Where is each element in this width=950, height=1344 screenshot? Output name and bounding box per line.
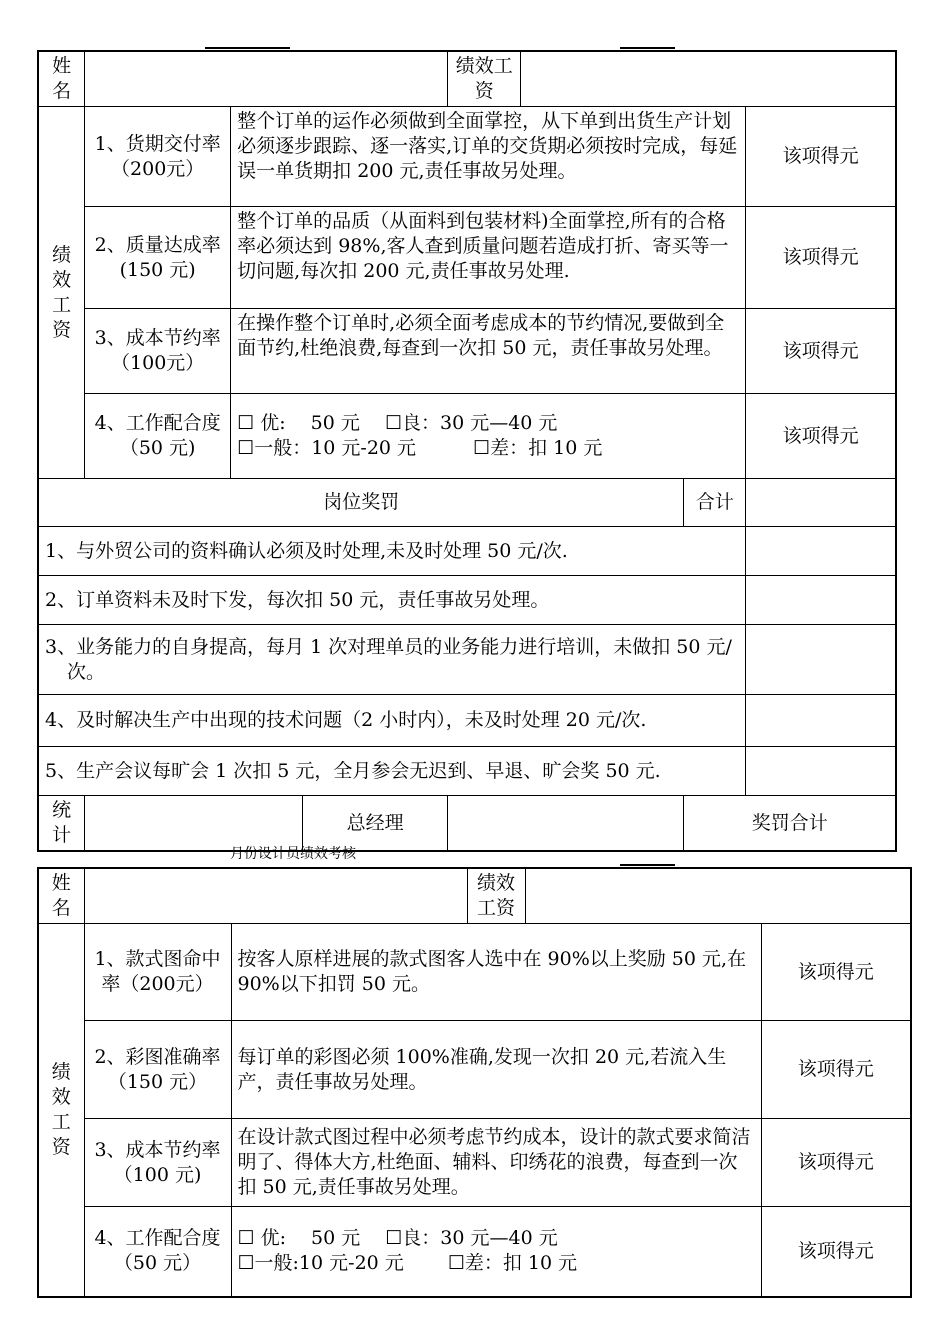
stat-label: 统计	[38, 796, 85, 852]
rule-item: 5、生产会议每旷会 1 次扣 5 元，全月参会无迟到、早退、旷会奖 50 元.	[38, 747, 746, 796]
item-score[interactable]: 该项得元	[761, 1021, 911, 1119]
item-score[interactable]: 该项得元	[761, 1207, 911, 1297]
item-desc: 在设计款式图过程中必须考虑节约成本，设计的款式要求简洁明了、得体大方,杜绝面、辅料、印绣花的浪费，每查到一次扣 50 元,责任事故另处理。	[231, 1119, 761, 1207]
section-label: 绩效工资	[38, 107, 85, 479]
salary-label: 绩效工资	[467, 868, 525, 924]
rating-options[interactable]	[231, 1207, 761, 1297]
item-title: 3、成本节约率（100元）	[85, 309, 231, 394]
manager-label: 总经理	[303, 796, 448, 852]
item-title: 3、成本节约率（100 元)	[84, 1119, 231, 1207]
item-desc: 按客人原样进展的款式图客人选中在 90%以上奖励 50 元,在 90%以下扣罚 50 元。	[231, 924, 761, 1021]
name-label: 姓名	[38, 51, 85, 107]
performance-table-2	[37, 867, 912, 1298]
rule-score-cell[interactable]	[746, 695, 896, 747]
rating-options[interactable]	[231, 394, 746, 479]
rule-item: 2、订单资料未及时下发，每次扣 50 元，责任事故另处理。	[38, 576, 746, 625]
item-desc: 整个订单的运作必须做到全面掌控，从下单到出货生产计划必须逐步跟踪、逐一落实,订单的交货期必须按时完成，每延误一单货期扣 200 元,责任事故另处理。	[231, 107, 746, 207]
rating-options-line2[interactable]: ☐一般：10 元-20 元 ☐差：扣 10 元	[237, 437, 603, 459]
rule-score-cell[interactable]	[746, 527, 896, 576]
top-rule-right-2	[620, 864, 675, 866]
item-score[interactable]: 该项得元	[746, 107, 896, 207]
rule-item: 4、及时解决生产中出现的技术问题（2 小时内），未及时处理 20 元/次.	[38, 695, 746, 747]
item-title: 1、款式图命中率（200元）	[84, 924, 231, 1021]
top-rule-right	[620, 47, 675, 49]
rule-score-cell[interactable]	[746, 576, 896, 625]
rule-score-cell[interactable]	[746, 625, 896, 695]
item-title: 2、质量达成率(150 元)	[85, 207, 231, 309]
post-reward-header: 岗位奖罚	[38, 479, 684, 527]
item-score[interactable]: 该项得元	[746, 394, 896, 479]
total-label: 合计	[684, 479, 746, 527]
section-label: 绩效工资	[38, 924, 84, 1297]
total-value-cell[interactable]	[746, 479, 896, 527]
performance-table-1	[37, 50, 897, 852]
name-input-cell[interactable]	[85, 51, 448, 107]
item-desc: 整个订单的品质（从面料到包装材料)全面掌控,所有的合格率必须达到 98%,客人查到质量问题若造成打折、寄买等一切问题,每次扣 200 元,责任事故另处理.	[231, 207, 746, 309]
item-desc: 每订单的彩图必须 100%准确,发现一次扣 20 元,若流入生产，责任事故另处理。	[231, 1021, 761, 1119]
rating-options-line1[interactable]: ☐ 优: 50 元 ☐良：30 元—40 元	[237, 412, 558, 434]
rule-item: 3、业务能力的自身提高，每月 1 次对理单员的业务能力进行培训，未做扣 50 元/次。	[38, 625, 746, 695]
item-score[interactable]: 该项得元	[761, 1119, 911, 1207]
item-title: 1、货期交付率（200元）	[85, 107, 231, 207]
salary-label: 绩效工资	[448, 51, 521, 107]
salary-input-cell[interactable]	[525, 868, 911, 924]
item-title: 2、彩图准确率（150 元）	[84, 1021, 231, 1119]
item-desc: 在操作整个订单时,必须全面考虑成本的节约情况,要做到全面节约,杜绝浪费,每查到一次扣 50 元，责任事故另处理。	[231, 309, 746, 394]
stat-value-cell[interactable]	[85, 796, 303, 852]
rule-item: 1、与外贸公司的资料确认必须及时处理,未及时处理 50 元/次.	[38, 527, 746, 576]
item-title: 4、工作配合度（50 元)	[85, 394, 231, 479]
rating-options-line2[interactable]: ☐一般:10 元-20 元 ☐差：扣 10 元	[237, 1252, 578, 1275]
caption: 月份设计员绩效考核	[230, 846, 356, 862]
rule-score-cell[interactable]	[746, 747, 896, 796]
top-rule-left	[205, 47, 290, 49]
name-label: 姓名	[38, 868, 84, 924]
name-input-cell[interactable]	[84, 868, 467, 924]
salary-input-cell[interactable]	[521, 51, 896, 107]
item-score[interactable]: 该项得元	[746, 207, 896, 309]
reward-total-label: 奖罚合计	[684, 796, 896, 852]
item-score[interactable]: 该项得元	[746, 309, 896, 394]
rating-options-line1[interactable]: ☐ 优: 50 元 ☐良：30 元—40 元	[237, 1227, 558, 1250]
manager-sign-cell[interactable]	[448, 796, 684, 852]
item-title: 4、工作配合度（50 元）	[84, 1207, 231, 1297]
item-score[interactable]: 该项得元	[761, 924, 911, 1021]
